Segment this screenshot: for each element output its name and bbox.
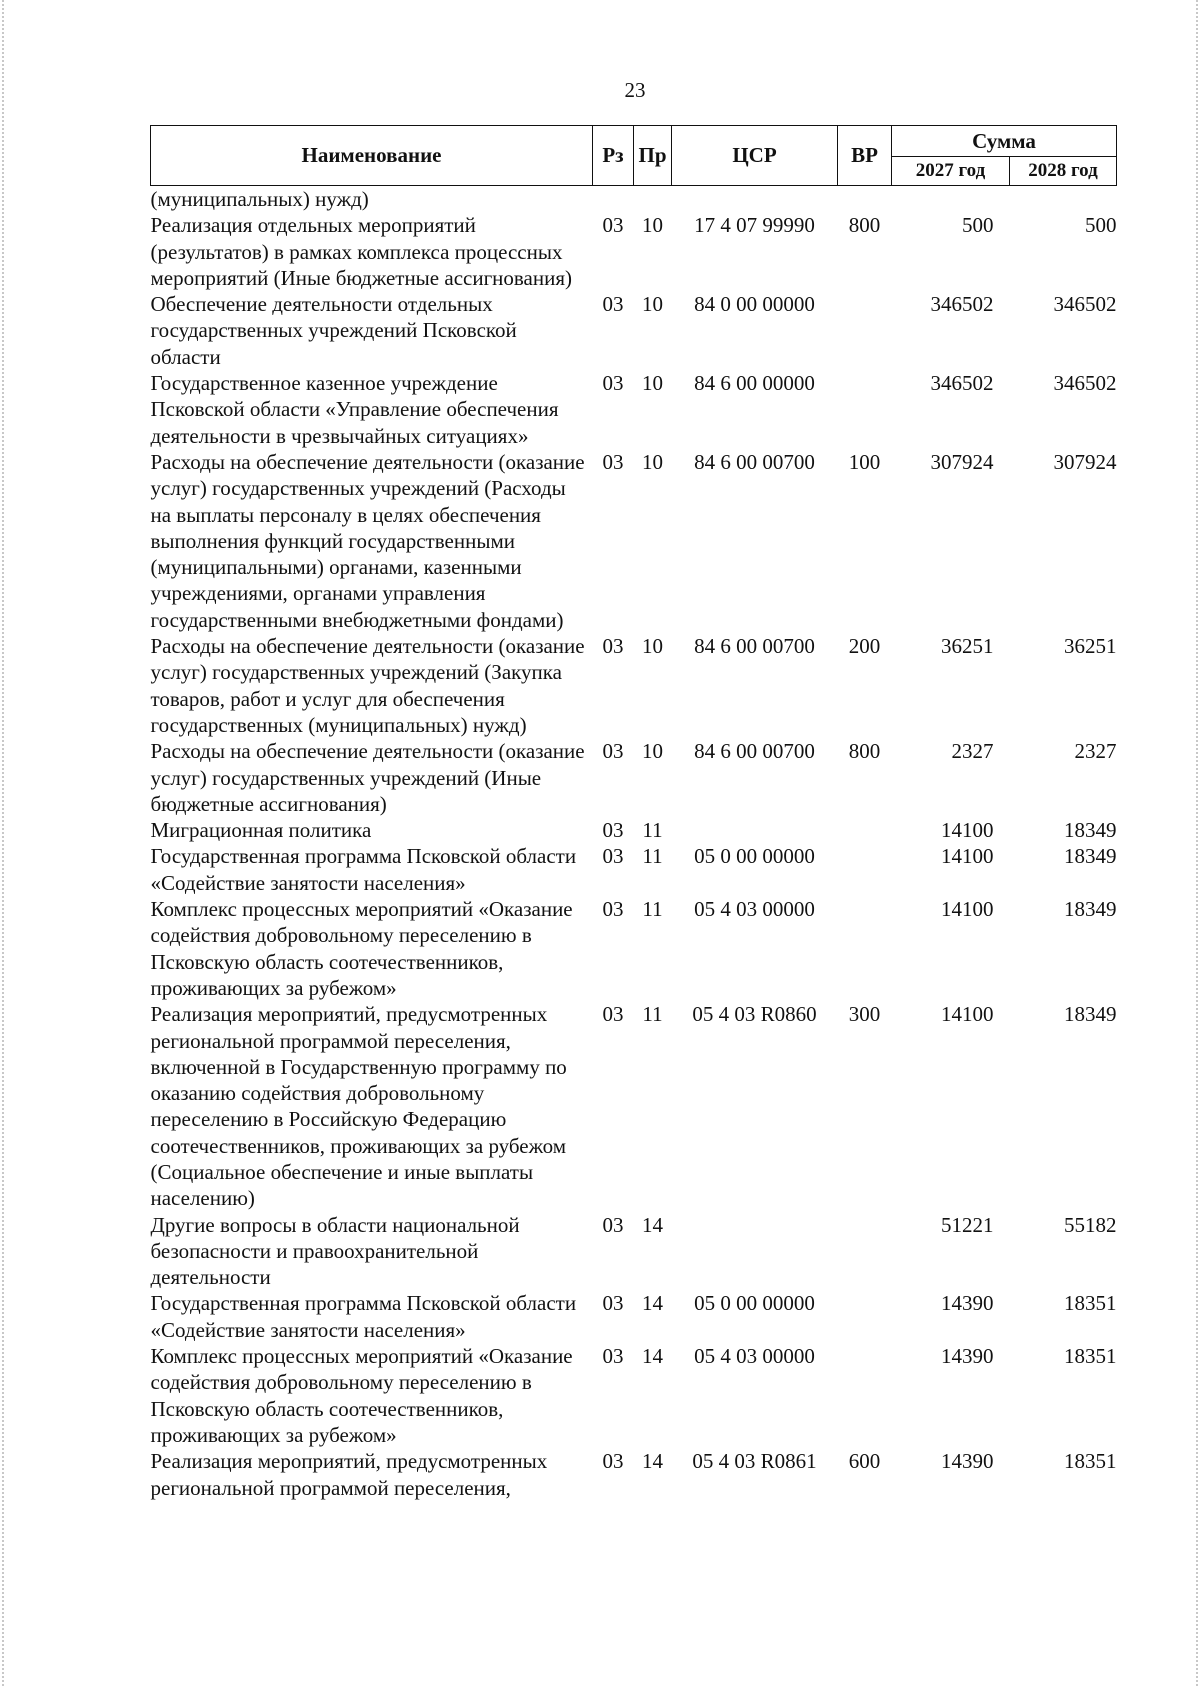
row-rz: 03 <box>602 844 624 869</box>
table-row <box>151 449 1117 633</box>
header-csr: ЦСР <box>672 126 838 186</box>
table-row <box>151 738 1117 817</box>
row-csr: 05 4 03 00000 <box>694 897 815 922</box>
row-pr: 10 <box>642 634 663 659</box>
table-row <box>151 1001 1117 1211</box>
row-vr: 300 <box>848 1002 881 1027</box>
row-csr: 84 6 00 00700 <box>694 634 815 659</box>
row-name: Комплекс процессных мероприятий «Оказание содействия добровольному переселению в Псковскую область соотечественников, проживающих за рубежом» <box>150 1344 573 1447</box>
row-sum-2027: 36251 <box>941 634 994 659</box>
row-sum-2027: 14100 <box>941 844 994 869</box>
row-pr: 11 <box>642 844 663 869</box>
row-name: Обеспечение деятельности отдельных государственных учреждений Псковской области <box>150 292 517 369</box>
row-sum-2028: 346502 <box>1053 292 1117 317</box>
row-rz: 03 <box>602 371 624 396</box>
row-vr <box>838 843 892 896</box>
row-sum-2027: 14100 <box>941 818 994 843</box>
row-vr: 800 <box>848 213 881 238</box>
row-csr <box>672 186 838 213</box>
row-name: Реализация отдельных мероприятий (результатов) в рамках комплекса процессных мероприятий (Иные бюджетные ассигнования) <box>150 213 573 290</box>
row-vr <box>838 291 892 370</box>
row-sum-2028: 18349 <box>1064 1002 1117 1027</box>
row-vr <box>838 1212 892 1291</box>
header-name: Наименование <box>151 126 593 186</box>
row-vr <box>838 1290 892 1343</box>
row-rz <box>593 186 634 213</box>
row-rz: 03 <box>602 292 624 317</box>
row-rz: 03 <box>602 818 624 843</box>
row-pr: 11 <box>642 1002 663 1027</box>
table-row <box>151 896 1117 1001</box>
row-sum-2027: 51221 <box>941 1212 994 1237</box>
row-rz: 03 <box>602 1449 624 1474</box>
row-sum-2027: 14390 <box>941 1344 994 1369</box>
row-name: Государственная программа Псковской области «Содействие занятости населения» <box>150 844 577 895</box>
row-rz: 03 <box>602 1002 624 1027</box>
row-sum-2028: 18351 <box>1064 1291 1117 1316</box>
table-row <box>151 817 1117 843</box>
row-pr: 14 <box>642 1291 663 1316</box>
row-sum-2027: 2327 <box>951 739 994 764</box>
row-sum-2028: 18349 <box>1064 818 1117 843</box>
row-pr: 10 <box>642 371 663 396</box>
row-rz: 03 <box>602 1344 624 1369</box>
page-number: 23 <box>624 78 646 102</box>
row-vr <box>838 370 892 449</box>
row-sum-2028: 346502 <box>1053 371 1117 396</box>
row-name: Комплекс процессных мероприятий «Оказание содействия добровольному переселению в Псковскую область соотечественников, проживающих за рубежом» <box>150 897 573 1000</box>
row-pr: 10 <box>642 292 663 317</box>
row-rz: 03 <box>602 449 624 474</box>
row-vr <box>838 1343 892 1448</box>
row-sum-2028: 500 <box>1085 213 1117 238</box>
row-rz: 03 <box>602 634 624 659</box>
row-sum-2027: 346502 <box>930 371 994 396</box>
row-sum-2027: 346502 <box>930 292 994 317</box>
table-row <box>151 843 1117 896</box>
row-pr <box>634 186 672 213</box>
row-vr: 600 <box>848 1449 881 1474</box>
row-pr: 10 <box>642 213 663 238</box>
row-name: Государственная программа Псковской области «Содействие занятости населения» <box>150 1291 577 1342</box>
table-row <box>151 1448 1117 1501</box>
row-name: Реализация мероприятий, предусмотренных региональной программой переселения, включенной в Государственную программу по оказанию содействия добровольному переселению в Российскую Федерацию соотечественников, проживающих за рубежом (Социальное обеспечение и иные выплаты населению) <box>150 1002 567 1211</box>
header-sum: Сумма <box>892 126 1117 157</box>
table-row <box>151 1343 1117 1448</box>
row-sum-2027: 14100 <box>941 897 994 922</box>
row-name: Другие вопросы в области национальной безопасности и правоохранительной деятельности <box>150 1212 520 1290</box>
row-sum-2027: 307924 <box>930 449 994 474</box>
row-csr: 05 4 03 R0860 <box>692 1002 817 1027</box>
row-csr: 17 4 07 99990 <box>694 213 815 238</box>
table-body <box>151 186 1117 1501</box>
row-pr: 11 <box>642 897 663 922</box>
row-name: Государственное казенное учреждение Псковской области «Управление обеспечения деятельности в чрезвычайных ситуациях» <box>150 371 559 448</box>
row-sum-2027: 500 <box>962 213 994 238</box>
row-name: (муниципальных) нужд) <box>150 187 369 211</box>
row-sum-2028: 36251 <box>1064 634 1117 659</box>
row-sum-2028: 55182 <box>1064 1212 1117 1237</box>
row-name: Расходы на обеспечение деятельности (оказание услуг) государственных учреждений (Иные бюджетные ассигнования) <box>150 739 585 816</box>
row-name: Расходы на обеспечение деятельности (оказание услуг) государственных учреждений (Закупка товаров, работ и услуг для обеспечения государственных (муниципальных) нужд) <box>150 634 585 737</box>
row-vr <box>838 896 892 1001</box>
row-sum-2027: 14390 <box>941 1291 994 1316</box>
row-csr: 05 0 00 00000 <box>694 1291 815 1316</box>
row-vr <box>838 186 892 213</box>
budget-table <box>150 125 1117 1501</box>
row-vr <box>838 817 892 843</box>
header-rz: Рз <box>593 126 634 186</box>
header-year-2027: 2027 год <box>892 157 1010 186</box>
row-sum-2028: 307924 <box>1053 449 1117 474</box>
row-csr: 84 6 00 00700 <box>694 449 815 474</box>
row-vr: 800 <box>848 739 881 764</box>
row-rz: 03 <box>602 1291 624 1316</box>
row-csr: 84 0 00 00000 <box>694 292 815 317</box>
table-row <box>151 186 1117 213</box>
row-csr: 05 4 03 R0861 <box>692 1449 817 1474</box>
row-csr: 84 6 00 00700 <box>694 739 815 764</box>
row-sum-2028 <box>1010 186 1117 213</box>
row-rz: 03 <box>602 213 624 238</box>
row-name: Расходы на обеспечение деятельности (оказание услуг) государственных учреждений (Расходы на выплаты персоналу в целях обеспечения выполнения функций государственными (муниципальными) органами, казенными учреждениями, органами управления государственными внебюджетными фондами) <box>150 449 585 632</box>
row-pr: 14 <box>642 1212 663 1237</box>
row-sum-2028: 18351 <box>1064 1344 1117 1369</box>
row-pr: 14 <box>642 1344 663 1369</box>
table-row <box>151 1290 1117 1343</box>
row-sum-2027 <box>892 186 1010 213</box>
table-row <box>151 212 1117 291</box>
row-rz: 03 <box>602 1212 624 1237</box>
header-vr: ВР <box>838 126 892 186</box>
row-sum-2028: 18349 <box>1064 844 1117 869</box>
row-sum-2027: 14390 <box>941 1449 994 1474</box>
header-year-2028: 2028 год <box>1010 157 1117 186</box>
row-vr: 100 <box>848 449 881 474</box>
row-vr: 200 <box>848 634 881 659</box>
row-pr: 10 <box>642 449 663 474</box>
row-csr: 84 6 00 00000 <box>694 371 815 396</box>
row-pr: 14 <box>642 1449 663 1474</box>
row-pr: 10 <box>642 739 663 764</box>
row-name: Реализация мероприятий, предусмотренных региональной программой переселения, <box>150 1449 548 1500</box>
row-csr <box>672 817 838 843</box>
scan-edge-left <box>2 0 8 1686</box>
row-sum-2028: 18349 <box>1064 897 1117 922</box>
row-pr: 11 <box>642 818 663 843</box>
row-rz: 03 <box>602 897 624 922</box>
row-rz: 03 <box>602 739 624 764</box>
table-row <box>151 633 1117 738</box>
row-csr <box>672 1212 838 1291</box>
row-sum-2028: 2327 <box>1074 739 1117 764</box>
row-sum-2027: 14100 <box>941 1002 994 1027</box>
table-row <box>151 1212 1117 1291</box>
table-row <box>151 291 1117 370</box>
row-csr: 05 0 00 00000 <box>694 844 815 869</box>
row-sum-2028: 18351 <box>1064 1449 1117 1474</box>
header-pr: Пр <box>634 126 672 186</box>
table-header <box>151 126 1117 186</box>
table-row <box>151 370 1117 449</box>
row-csr: 05 4 03 00000 <box>694 1344 815 1369</box>
scan-edge-right <box>1192 0 1198 1686</box>
row-name: Миграционная политика <box>150 818 372 843</box>
